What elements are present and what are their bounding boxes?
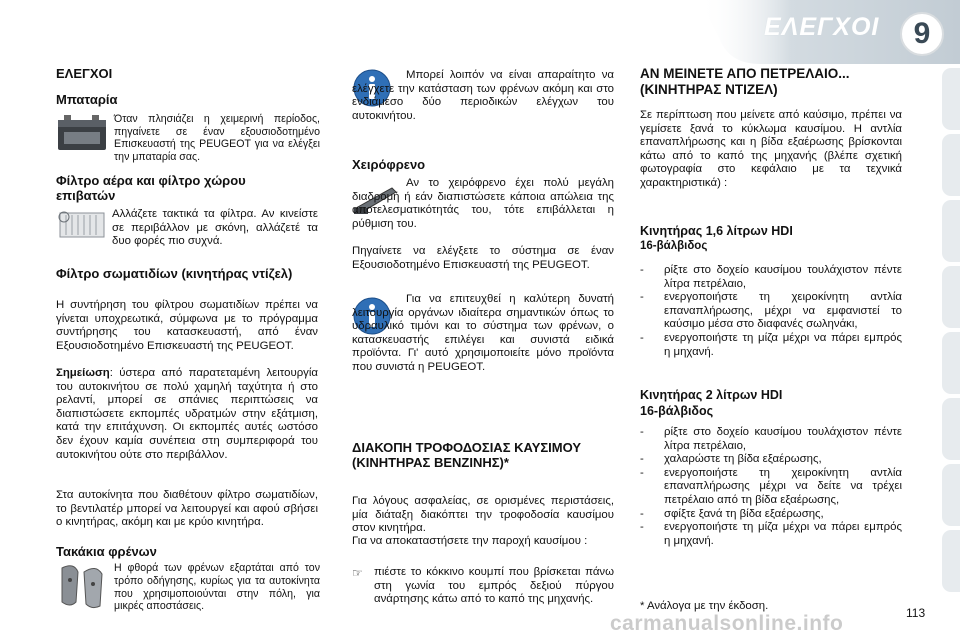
particle-filter-note	[56, 367, 318, 462]
page-title: ΕΛΕΓΧΟΙ	[764, 13, 880, 41]
chapter-tab[interactable]	[942, 464, 960, 526]
page-number: 113	[906, 606, 926, 620]
section-title: ΕΛΕΓΧΟΙ	[56, 66, 113, 81]
fuel-cutoff-text: Για λόγους ασφαλείας, σε ορισμένες περιστάσεις, μία διάταξη διακόπτει την τροφοδοσία καυσίμου στον κινητήρα.	[352, 495, 614, 535]
particle-filter-fan-text: Στα αυτοκίνητα που διαθέτουν φίλτρο σωματιδίων, το βεντιλατέρ μπορεί να λειτουργεί και αφού σβήσει ο κινητήρας, ακόμη και με κρύο κινητήρα.	[56, 489, 318, 529]
engine-16-subheading: 16-βάλβιδος	[640, 240, 708, 252]
battery-icon	[56, 113, 108, 153]
brake-pads-icon	[56, 560, 108, 612]
fuel-restore-bullet	[352, 566, 614, 607]
chapter-tabs	[938, 64, 960, 624]
run-out-heading: ΑΝ ΜΕΙΝΕΤΕ ΑΠΟ ΠΕΤΡΕΛΑΙΟ... (ΚΙΝΗΤΗΡΑΣ ΝΤΙΖΕΛ)	[640, 66, 850, 97]
particle-filter-heading: Φίλτρο σωματιδίων (κινητήρας ντίζελ)	[56, 266, 293, 281]
list-item: - ρίξτε στο δοχείο καυσίμου τουλάχιστον πέντε λίτρα πετρέλαιο,	[640, 264, 902, 291]
chapter-tab[interactable]	[942, 332, 960, 394]
brake-check-text: Μπορεί λοιπόν να είναι απαραίτητο να ελέγχετε την κατάσταση των φρένων ακόμη και στο ενδιάμεσο δύο περιοδικών ελέγχων του αυτοκινήτου.	[352, 69, 614, 122]
list-item: - ενεργοποιήστε τη μίζα μέχρι να πάρει εμπρός η μηχανή.	[640, 521, 902, 548]
fuel-restore-text: Για να αποκαταστήσετε την παροχή καυσίμου :	[352, 535, 588, 547]
note-text: : ύστερα από παρατεταμένη λειτουργία του αυτοκινήτου σε πολύ χαμηλή ταχύτητα ή στο ρελαντί, μπορεί σε σπάνιες περιπτώσεις να διαπιστώσετε εκπομπές υδρατμών στην εξάτμιση, κατά την επιτάχυνση. Οι εκπομπές αυτές ωστόσο δεν έχουν καμία συνέπεια στη συμπεριφορά του αυτοκινήτου ούτε στο περιβάλλον.	[56, 367, 318, 461]
recommended-products-text: Για να επιτευχθεί η καλύτερη δυνατή λειτουργία οργάνων ιδιαίτερα σημαντικών όπως το υδραυλικό τιμόνι και το σύστημα των φρένων, ο κατασκευαστής επιλέγει και συνιστά ειδικά προϊόντα. Γι' αυτό χρησιμοποιείτε μόνο προϊόντα που συνιστά η PEUGEOT.	[352, 293, 614, 373]
handbrake-text: Αν το χειρόφρενο έχει πολύ μεγάλη διαδρομή ή εάν διαπιστώσετε κάποια απώλεια της αποτελεσματικότητάς του, τότε επιβάλλεται η ρύθμιση του.	[352, 177, 614, 230]
list-item: - ρίξτε στο δοχείο καυσίμου τουλάχιστον πέντε λίτρα πετρέλαιο,	[640, 426, 902, 453]
list-item: - ενεργοποιήστε τη μίζα μέχρι να πάρει εμπρός η μηχανή.	[640, 332, 902, 359]
particle-filter-text: Η συντήρηση του φίλτρου σωματιδίων πρέπει να γίνεται υποχρεωτικά, σύμφωνα με το πρόγραμμα συντήρησης του κατασκευαστή, από έναν Εξουσιοδοτημένο Επισκευαστή της PEUGEOT.	[56, 299, 318, 352]
watermark: carmanualsonline.info	[610, 612, 844, 635]
note-label: Σημείωση	[56, 367, 110, 379]
brake-pads-heading: Τακάκια φρένων	[56, 544, 157, 559]
engine-2-subheading: 16-βάλβιδος	[640, 404, 714, 418]
battery-text: Όταν πλησιάζει η χειμερινή περίοδος, πηγαίνετε σε έναν εξουσιοδοτημένο Επισκευαστή της PEUGEOT για να ελέγξει την μπαταρία σας.	[114, 113, 320, 163]
brake-pads-text: Η φθορά των φρένων εξαρτάται από τον τρόπο οδήγησης, κυρίως για τα αυτοκίνητα που χρησιμοποιούνται στην πόλη, για μικρές αποστάσεις.	[114, 562, 320, 613]
engine-16-steps	[640, 264, 902, 359]
handbrake-dealer-text: Πηγαίνετε να ελέγξετε το σύστημα σε έναν Εξουσιοδοτημένο Επισκευαστή της PEUGEOT.	[352, 245, 614, 271]
battery-heading: Μπαταρία	[56, 92, 118, 107]
engine-2-heading: Κινητήρας 2 λίτρων HDI	[640, 388, 783, 402]
footnote: * Ανάλογα με την έκδοση.	[640, 600, 769, 612]
fuel-cutoff-heading: ΔΙΑΚΟΠΗ ΤΡΟΦΟΔΟΣΙΑΣ ΚΑΥΣΙΜΟΥ (ΚΙΝΗΤΗΡΑΣ ΒΕΝΖΙΝΗΣ)*	[352, 440, 582, 470]
engine-2-steps	[640, 426, 902, 548]
chapter-tab[interactable]	[942, 530, 960, 592]
chapter-tab[interactable]	[942, 68, 960, 130]
list-item: - ενεργοποιήστε τη χειροκίνητη αντλία επαναπλήρωσης, μέχρι να εμφανιστεί το καύσιμο μέσα στο διαφανές σωληνάκι,	[640, 291, 902, 332]
engine-16-heading: Κινητήρας 1,6 λίτρων HDI	[640, 224, 793, 238]
air-filter-text: Αλλάζετε τακτικά τα φίλτρα. Αν κινείστε σε περιβάλλον με σκόνη, αλλάζετέ τα δυο φορές πιο συχνά.	[112, 208, 318, 248]
chapter-tab[interactable]	[942, 134, 960, 196]
air-filter-heading: Φίλτρο αέρα και φίλτρο χώρου επιβατών	[56, 173, 246, 203]
fuel-restore-bullet-text: πιέστε το κόκκινο κουμπί που βρίσκεται πάνω στη γωνία του εμπρός δεξιού πύργου ανάρτησης κάτω από το καπό της μηχανής.	[374, 566, 614, 606]
list-item: - χαλαρώστε τη βίδα εξαέρωσης,	[640, 453, 902, 467]
list-item: - ενεργοποιήστε τη χειροκίνητη αντλία επαναπλήρωσης μέχρι να δείτε να τρέχει πετρέλαιο από τη βίδα εξαέρωσης,	[640, 467, 902, 508]
chapter-tab[interactable]	[942, 266, 960, 328]
chapter-tab[interactable]	[942, 200, 960, 262]
pointing-hand-icon: ☞	[352, 566, 363, 580]
chapter-number-badge: 9	[900, 12, 944, 56]
run-out-text: Σε περίπτωση που μείνετε από καύσιμο, πρέπει να γεμίσετε ξανά το κύκλωμα καυσίμου. Η αντλία επαναπλήρωσης και η βίδα εξαέρωσης βρίσκονται κάτω από το καπό της μηχανής (βλέπε σχετική φωτογραφία στο κεφάλαιο με τα τεχνικά χαρακτηριστικά) :	[640, 109, 902, 189]
air-filter-icon	[56, 207, 106, 241]
handbrake-heading: Χειρόφρενο	[352, 157, 426, 172]
chapter-tab[interactable]	[942, 398, 960, 460]
list-item: - σφίξτε ξανά τη βίδα εξαέρωσης,	[640, 508, 902, 522]
